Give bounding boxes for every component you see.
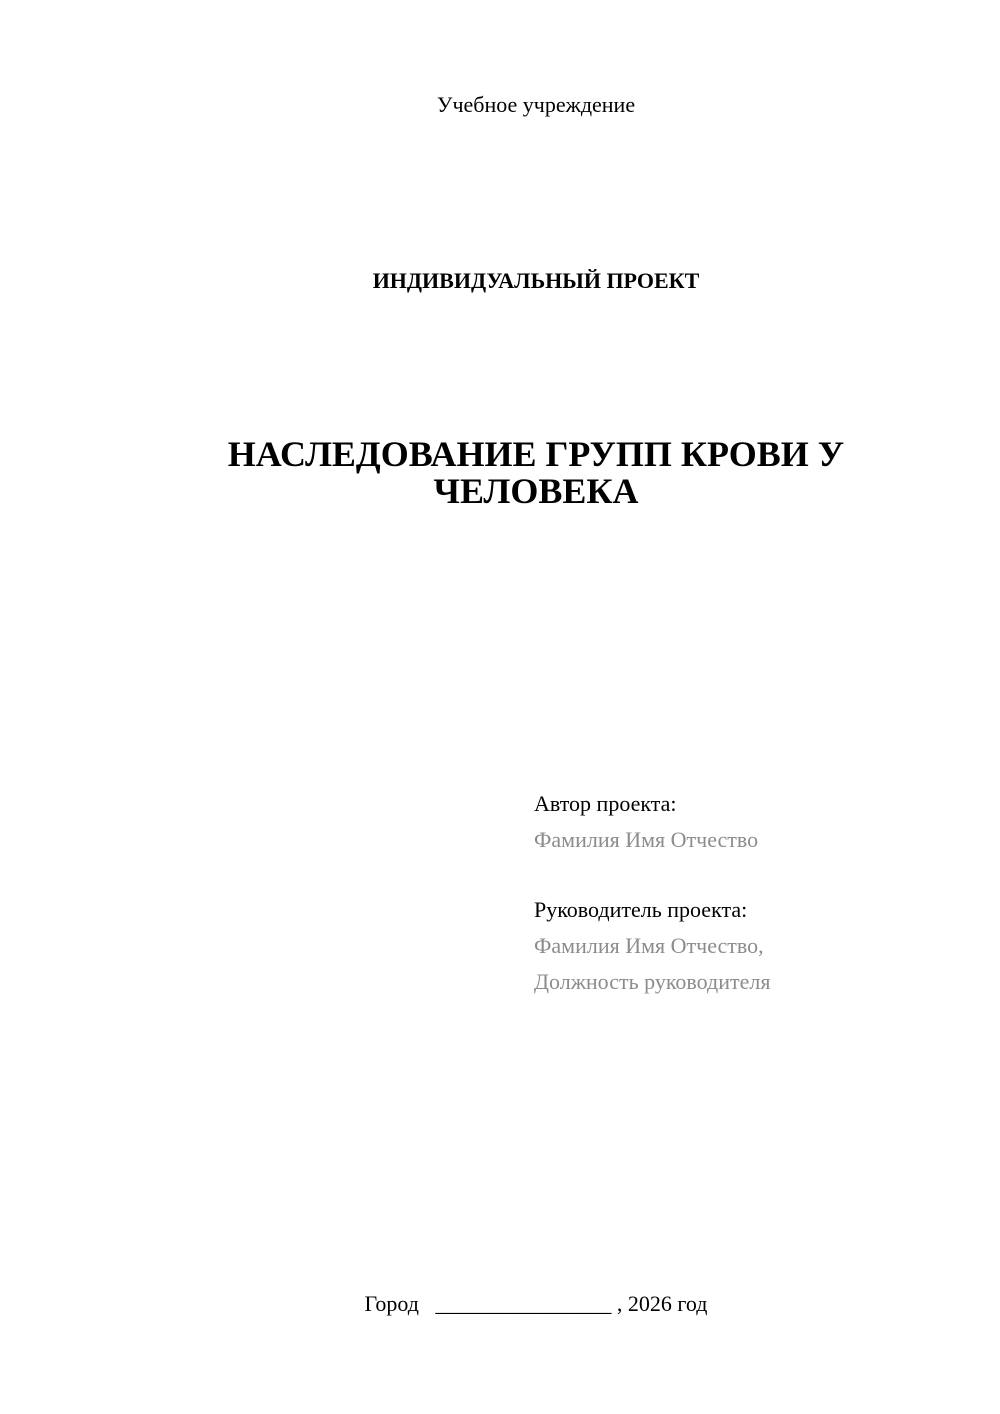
supervisor-position: Должность руководителя <box>534 969 771 994</box>
city-label: Город <box>364 1291 419 1316</box>
institution-name: Учебное учреждение <box>436 92 636 117</box>
project-title-line-1: НАСЛЕДОВАНИЕ ГРУПП КРОВИ У <box>227 434 845 474</box>
author-label: Автор проекта: <box>534 791 677 816</box>
year-text: , 2026 год <box>616 1291 708 1316</box>
author-block <box>534 786 974 858</box>
supervisor-label: Руководитель проекта: <box>534 897 748 922</box>
supervisor-block <box>534 892 974 1000</box>
supervisor-name: Фамилия Имя Отчество, <box>534 933 764 958</box>
project-type-heading: ИНДИВИДУАЛЬНЫЙ ПРОЕКТ <box>372 268 700 293</box>
project-title <box>200 436 872 510</box>
city-blank: ________________ <box>435 1291 612 1316</box>
author-name: Фамилия Имя Отчество <box>534 827 759 852</box>
city-year-line <box>0 1288 1000 1320</box>
project-title-line-2: ЧЕЛОВЕКА <box>433 471 639 511</box>
